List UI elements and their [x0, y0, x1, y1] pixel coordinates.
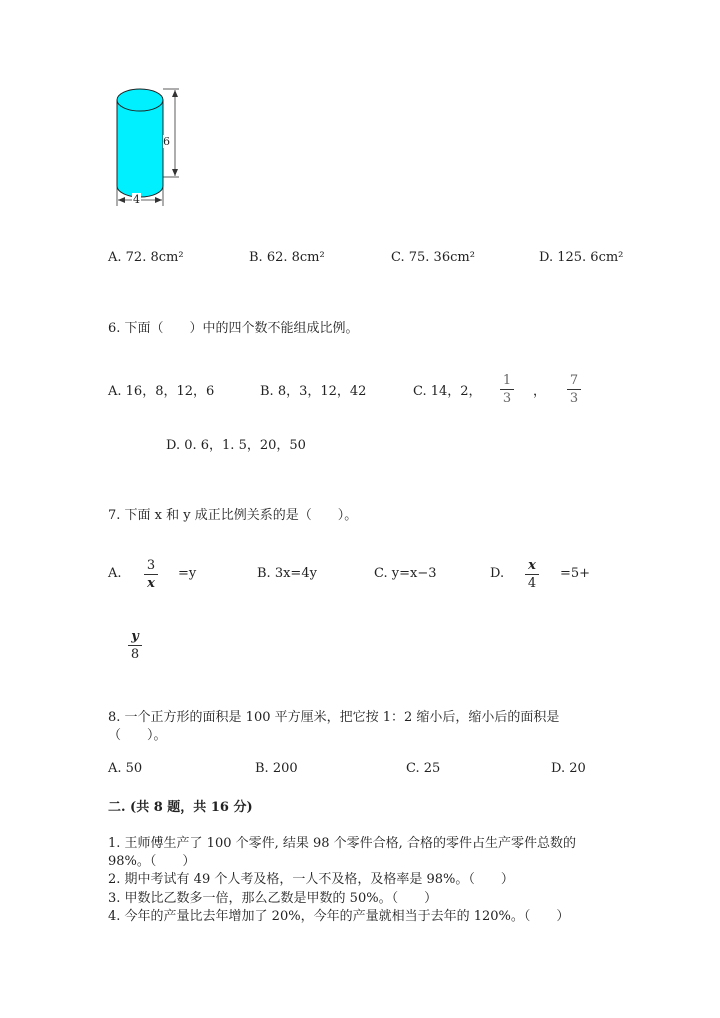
q8-option-d: D. 20: [551, 761, 586, 776]
fraction-numerator: 3: [146, 558, 156, 573]
fraction-denominator: 4: [527, 576, 537, 591]
section-2-item-1-line-2: 98%。（ ）: [108, 854, 196, 869]
diameter-label: 4: [133, 193, 140, 206]
q6-option-c-prefix: C. 14，2，: [413, 384, 482, 399]
q7-option-d-label: D.: [490, 566, 505, 581]
height-label: 6: [163, 135, 170, 148]
q5-option-d: D. 125. 6cm²: [539, 250, 624, 265]
q6-option-d: D. 0. 6，1. 5，20，50: [166, 438, 306, 453]
fraction-denominator: 3: [502, 391, 512, 406]
section-2-item-4: 4. 今年的产量比去年增加了 20%，今年的产量就相当于去年的 120%。（ ）: [108, 909, 570, 924]
q7-option-b: B. 3x=4y: [257, 566, 317, 581]
q7-option-a-suffix: =y: [178, 566, 197, 581]
section-2-item-3: 3. 甲数比乙数多一倍，那么乙数是甲数的 50%。（ ）: [108, 891, 438, 906]
cylinder-top: [117, 89, 163, 111]
cylinder-figure: [105, 80, 195, 220]
fraction-denominator: x: [147, 576, 155, 591]
q7-option-c: C. y=x−3: [374, 566, 437, 581]
section-2-title: 二. (共 8 题，共 16 分): [108, 800, 253, 815]
fraction-numerator: y: [131, 629, 139, 644]
q6-option-b: B. 8，3，12，42: [260, 384, 367, 399]
fraction-denominator: 3: [569, 391, 579, 406]
q6-option-a: A. 16，8，12，6: [108, 384, 215, 399]
fraction-denominator: 8: [130, 647, 140, 662]
q5-option-b: B. 62. 8cm²: [249, 250, 325, 265]
q7-stem: 7. 下面 x 和 y 成正比例关系的是（ ）。: [108, 508, 358, 523]
q8-option-a: A. 50: [108, 761, 143, 776]
q8-option-b: B. 200: [255, 761, 298, 776]
fraction-numerator: 7: [569, 373, 579, 388]
q7-option-d-fraction: [525, 559, 539, 590]
fraction-numerator: x: [528, 558, 536, 573]
q7-option-d-suffix: =5+: [560, 566, 591, 581]
q8-stem-line-1: 8. 一个正方形的面积是 100 平方厘米，把它按 1：2 缩小后，缩小后的面积是: [108, 710, 560, 725]
section-2-item-1-line-1: 1. 王师傅生产了 100 个零件, 结果 98 个零件合格, 合格的零件占生产零件总数的: [108, 836, 576, 851]
q5-option-a: A. 72. 8cm²: [108, 250, 184, 265]
q7-option-d-fraction-2: [128, 630, 142, 661]
q6-option-c-fraction-1: [500, 374, 514, 405]
q6-option-c-separator: ，: [533, 384, 547, 399]
q7-option-a-fraction: [144, 559, 158, 590]
q8-stem-line-2: （ ）。: [108, 728, 167, 743]
q7-option-a-label: A.: [108, 566, 122, 581]
section-2-item-2: 2. 期中考试有 49 个人考及格，一人不及格，及格率是 98%。（ ）: [108, 872, 514, 887]
fraction-numerator: 1: [502, 373, 512, 388]
q8-option-c: C. 25: [406, 761, 441, 776]
q6-option-c-fraction-2: [567, 374, 581, 405]
q5-option-c: C. 75. 36cm²: [391, 250, 475, 265]
cylinder-diagram: [105, 80, 195, 220]
q6-stem: 6. 下面（ ）中的四个数不能组成比例。: [108, 321, 359, 336]
